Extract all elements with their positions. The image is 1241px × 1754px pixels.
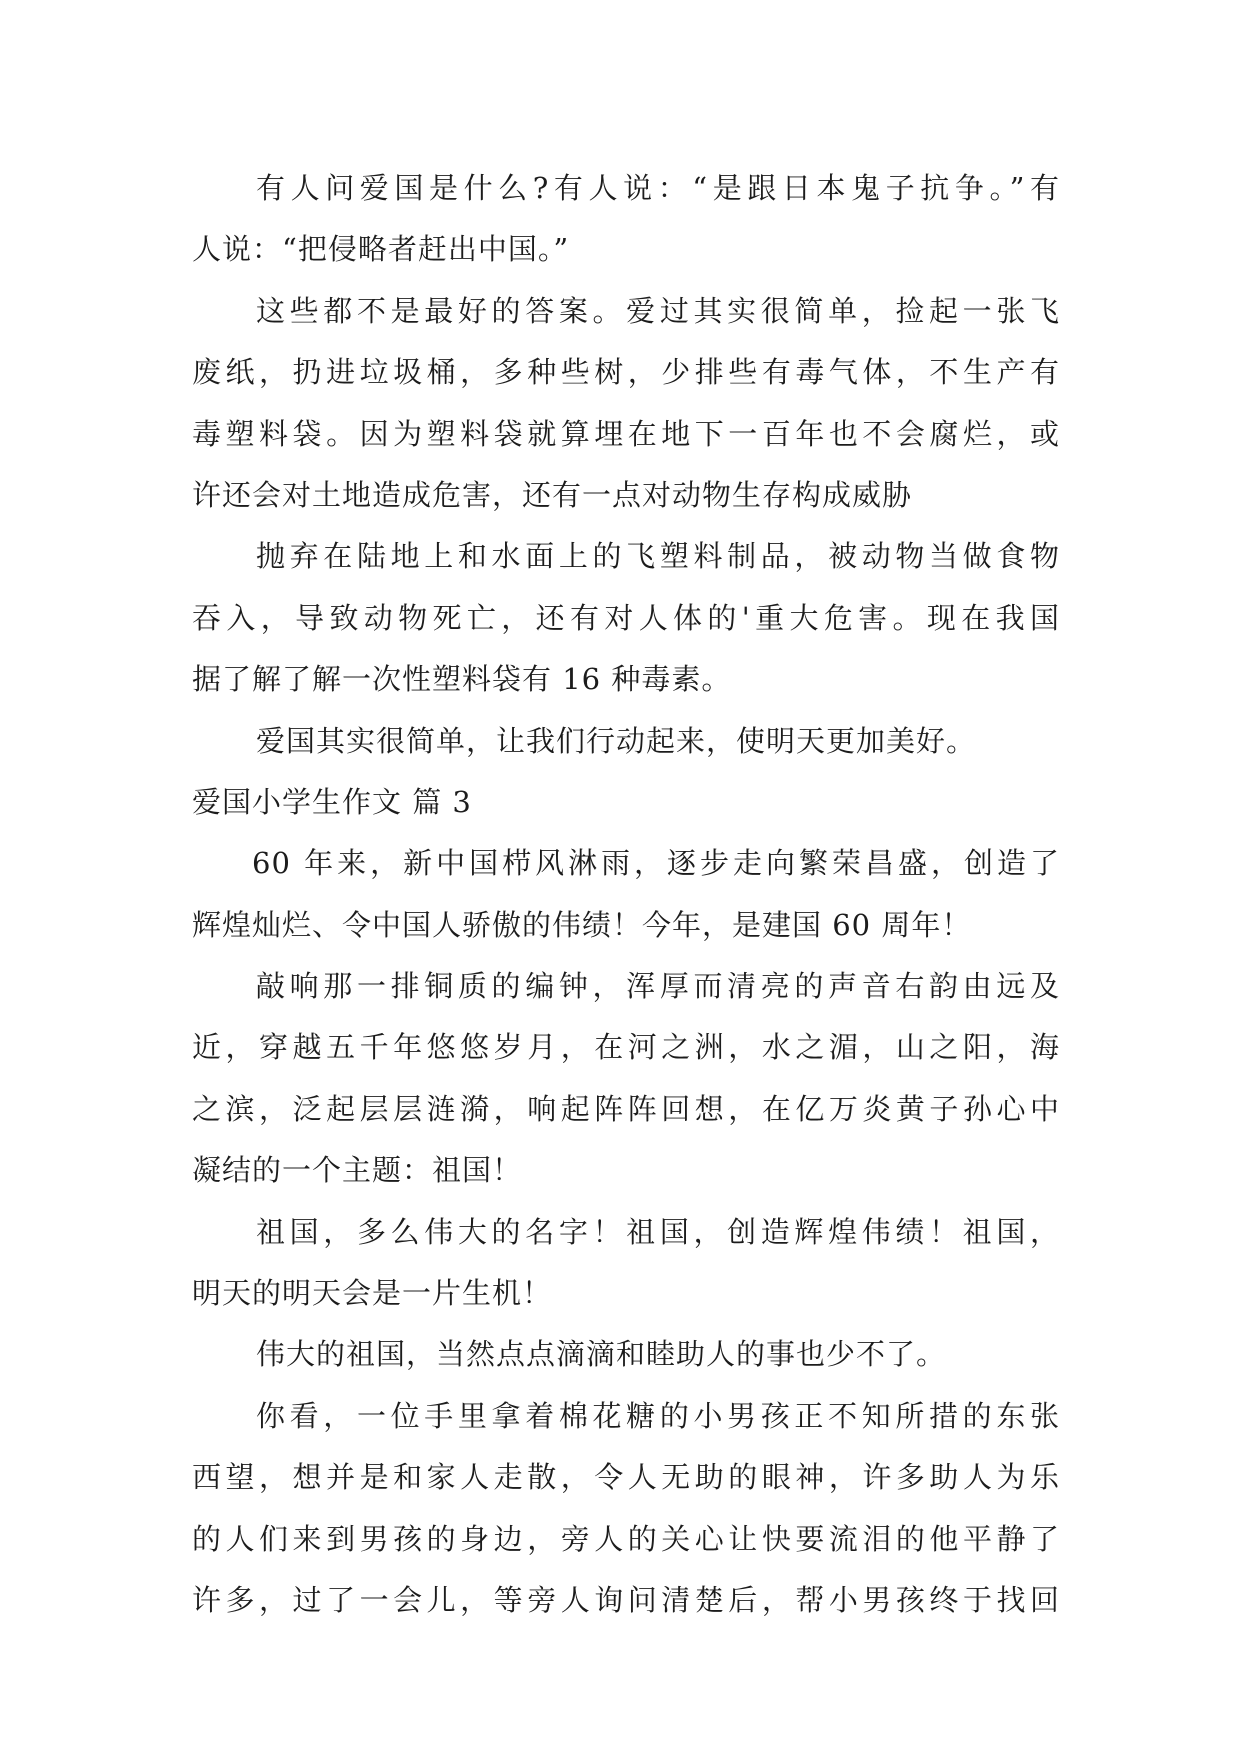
text-line: 你看，一位手里拿着棉花糖的小男孩正不知所措的东张 xyxy=(256,1398,1060,1433)
text-line: 近，穿越五千年悠悠岁月，在河之洲，水之湄，山之阳，海 xyxy=(192,1030,1060,1065)
text-line: 辉煌灿烂、令中国人骄傲的伟绩！今年，是建国 60 周年！ xyxy=(192,907,972,942)
text-line: 这些都不是最好的答案。爱过其实很简单，捡起一张飞 xyxy=(256,293,1060,328)
text-line: 有人问爱国是什么?有人说：“是跟日本鬼子抗争。”有 xyxy=(256,171,1060,205)
text-line: 祖国，多么伟大的名字！祖国，创造辉煌伟绩！祖国， xyxy=(256,1214,1060,1249)
text-line: 明天的明天会是一片生机！ xyxy=(192,1276,553,1311)
text-line: 伟大的祖国，当然点点滴滴和睦助人的事也少不了。 xyxy=(256,1337,947,1372)
text-line: 凝结的一个主题：祖国！ xyxy=(192,1153,523,1188)
text-line: 废纸，扔进垃圾桶，多种些树，少排些有毒气体，不生产有 xyxy=(192,355,1060,390)
text-line: 据了解了解一次性塑料袋有 16 种毒素。 xyxy=(192,662,732,697)
text-line: 毒塑料袋。因为塑料袋就算埋在地下一百年也不会腐烂，或 xyxy=(192,416,1060,451)
text-line: 的人们来到男孩的身边，旁人的关心让快要流泪的他平静了 xyxy=(192,1521,1060,1556)
section-heading: 爱国小学生作文 篇 3 xyxy=(192,784,472,819)
text-line: 许还会对土地造成危害，还有一点对动物生存构成威胁 xyxy=(192,477,913,512)
text-line: 爱国其实很简单，让我们行动起来，使明天更加美好。 xyxy=(256,723,977,758)
document-body xyxy=(192,158,1060,1631)
text-line: 西望，想并是和家人走散，令人无助的眼神，许多助人为乐 xyxy=(192,1460,1060,1495)
text-line: 之滨，泛起层层涟漪，响起阵阵回想，在亿万炎黄子孙心中 xyxy=(192,1091,1060,1126)
text-line: 人说：“把侵略者赶出中国。” xyxy=(192,232,570,267)
text-line: 许多，过了一会儿，等旁人询问清楚后，帮小男孩终于找回 xyxy=(192,1582,1060,1617)
text-line: 60 年来，新中国栉风淋雨，逐步走向繁荣昌盛，创造了 xyxy=(252,846,1060,881)
text-line: 抛弃在陆地上和水面上的飞塑料制品，被动物当做食物 xyxy=(256,539,1060,574)
text-line: 吞入，导致动物死亡，还有对人体的'重大危害。现在我国 xyxy=(192,600,1060,635)
text-line: 敲响那一排铜质的编钟，浑厚而清亮的声音右韵由远及 xyxy=(256,969,1060,1004)
